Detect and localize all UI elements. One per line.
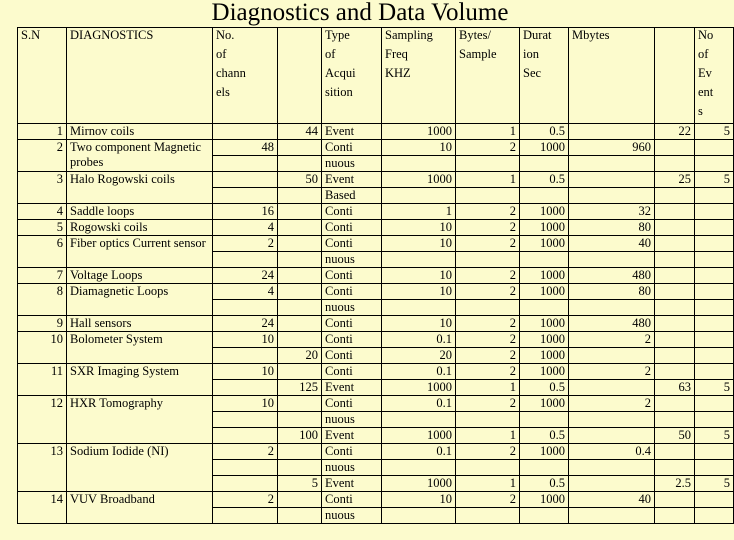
cell-sn: 13 xyxy=(18,444,67,492)
cell-sn: 2 xyxy=(18,140,67,172)
cell-chan_a: 48 xyxy=(213,140,278,156)
cell-freq xyxy=(382,460,456,476)
column-header-bytes: Bytes/ Sample xyxy=(456,28,520,124)
cell-sn: 12 xyxy=(18,396,67,444)
cell-chan_a: 10 xyxy=(213,364,278,380)
cell-events xyxy=(695,268,734,284)
cell-bytes: 2 xyxy=(456,284,520,300)
cell-duration xyxy=(520,412,569,428)
cell-freq: 10 xyxy=(382,316,456,332)
cell-events xyxy=(695,236,734,252)
cell-chan_b xyxy=(278,268,322,284)
cell-events xyxy=(695,140,734,156)
cell-chan_b xyxy=(278,332,322,348)
cell-type: Conti xyxy=(322,348,382,364)
table-row xyxy=(18,364,734,380)
cell-freq: 1 xyxy=(382,204,456,220)
cell-bytes xyxy=(456,156,520,172)
cell-chan_b xyxy=(278,188,322,204)
cell-diagnostic-name: Rogowski coils xyxy=(67,220,213,236)
cell-type: nuous xyxy=(322,460,382,476)
cell-chan_b xyxy=(278,220,322,236)
cell-bytes: 1 xyxy=(456,380,520,396)
cell-freq: 1000 xyxy=(382,124,456,140)
cell-chan_a: 2 xyxy=(213,444,278,460)
cell-diagnostic-name: Two component Magnetic probes xyxy=(67,140,213,172)
cell-sn: 8 xyxy=(18,284,67,316)
cell-bytes: 2 xyxy=(456,364,520,380)
cell-extra xyxy=(655,140,695,156)
cell-events xyxy=(695,188,734,204)
cell-chan_a xyxy=(213,476,278,492)
table-row xyxy=(18,220,734,236)
table-row xyxy=(18,268,734,284)
cell-chan_b xyxy=(278,508,322,524)
cell-chan_a: 10 xyxy=(213,332,278,348)
column-header-diag: DIAGNOSTICS xyxy=(67,28,213,124)
cell-bytes xyxy=(456,508,520,524)
cell-duration: 1000 xyxy=(520,236,569,252)
cell-bytes: 2 xyxy=(456,204,520,220)
table-row xyxy=(18,316,734,332)
cell-bytes: 2 xyxy=(456,444,520,460)
cell-bytes: 1 xyxy=(456,476,520,492)
cell-extra xyxy=(655,284,695,300)
cell-chan_a xyxy=(213,428,278,444)
cell-duration: 1000 xyxy=(520,444,569,460)
column-header-sn: S.N xyxy=(18,28,67,124)
diagnostics-table xyxy=(17,27,734,524)
cell-events xyxy=(695,284,734,300)
cell-duration xyxy=(520,252,569,268)
cell-events: 5 xyxy=(695,124,734,140)
cell-type: Event xyxy=(322,124,382,140)
cell-extra xyxy=(655,300,695,316)
cell-freq xyxy=(382,188,456,204)
cell-freq xyxy=(382,252,456,268)
cell-sn: 4 xyxy=(18,204,67,220)
cell-mbytes xyxy=(569,476,655,492)
cell-duration: 1000 xyxy=(520,284,569,300)
cell-duration xyxy=(520,300,569,316)
cell-chan_a xyxy=(213,380,278,396)
cell-chan_b: 44 xyxy=(278,124,322,140)
cell-chan_b xyxy=(278,412,322,428)
cell-duration: 1000 xyxy=(520,332,569,348)
cell-chan_b: 100 xyxy=(278,428,322,444)
cell-chan_a: 16 xyxy=(213,204,278,220)
cell-chan_a: 10 xyxy=(213,396,278,412)
cell-sn: 7 xyxy=(18,268,67,284)
cell-events xyxy=(695,252,734,268)
table-row xyxy=(18,332,734,348)
cell-events xyxy=(695,300,734,316)
column-header-events: No of Ev ent s xyxy=(695,28,734,124)
cell-diagnostic-name: VUV Broadband xyxy=(67,492,213,524)
cell-duration: 1000 xyxy=(520,492,569,508)
cell-freq: 1000 xyxy=(382,172,456,188)
cell-mbytes: 480 xyxy=(569,316,655,332)
table-row xyxy=(18,236,734,252)
cell-type: Conti xyxy=(322,492,382,508)
cell-bytes: 1 xyxy=(456,428,520,444)
cell-diagnostic-name: Halo Rogowski coils xyxy=(67,172,213,204)
cell-duration: 1000 xyxy=(520,348,569,364)
cell-bytes: 2 xyxy=(456,396,520,412)
cell-extra xyxy=(655,460,695,476)
cell-duration: 0.5 xyxy=(520,124,569,140)
cell-extra xyxy=(655,252,695,268)
cell-chan_b xyxy=(278,492,322,508)
cell-type: nuous xyxy=(322,412,382,428)
cell-extra xyxy=(655,156,695,172)
cell-bytes xyxy=(456,252,520,268)
cell-duration xyxy=(520,188,569,204)
cell-diagnostic-name: Voltage Loops xyxy=(67,268,213,284)
cell-events: 5 xyxy=(695,380,734,396)
cell-chan_a: 2 xyxy=(213,236,278,252)
cell-chan_b xyxy=(278,140,322,156)
cell-mbytes xyxy=(569,508,655,524)
cell-chan_b xyxy=(278,316,322,332)
table-body xyxy=(18,28,734,524)
column-header-mbytes: Mbytes xyxy=(569,28,655,124)
cell-chan_b xyxy=(278,396,322,412)
cell-diagnostic-name: Sodium Iodide (NI) xyxy=(67,444,213,492)
cell-bytes: 2 xyxy=(456,492,520,508)
cell-freq: 0.1 xyxy=(382,444,456,460)
cell-sn: 14 xyxy=(18,492,67,524)
cell-mbytes xyxy=(569,428,655,444)
cell-mbytes xyxy=(569,460,655,476)
cell-duration: 1000 xyxy=(520,316,569,332)
cell-freq xyxy=(382,156,456,172)
cell-diagnostic-name: Saddle loops xyxy=(67,204,213,220)
cell-mbytes xyxy=(569,252,655,268)
cell-chan_a: 2 xyxy=(213,492,278,508)
cell-sn: 11 xyxy=(18,364,67,396)
cell-freq: 1000 xyxy=(382,380,456,396)
cell-events xyxy=(695,316,734,332)
column-header-extra xyxy=(655,28,695,124)
cell-extra xyxy=(655,412,695,428)
table-header-row xyxy=(18,28,734,124)
cell-bytes: 2 xyxy=(456,268,520,284)
cell-extra xyxy=(655,492,695,508)
cell-chan_a xyxy=(213,124,278,140)
cell-type: Conti xyxy=(322,316,382,332)
cell-events xyxy=(695,460,734,476)
cell-extra xyxy=(655,316,695,332)
cell-type: Conti xyxy=(322,364,382,380)
cell-mbytes: 960 xyxy=(569,140,655,156)
table-row xyxy=(18,124,734,140)
cell-chan_a: 4 xyxy=(213,220,278,236)
cell-sn: 3 xyxy=(18,172,67,204)
cell-duration xyxy=(520,460,569,476)
cell-duration xyxy=(520,156,569,172)
cell-extra xyxy=(655,220,695,236)
cell-bytes xyxy=(456,460,520,476)
cell-chan_b: 50 xyxy=(278,172,322,188)
cell-extra xyxy=(655,396,695,412)
cell-chan_b xyxy=(278,444,322,460)
cell-chan_a: 4 xyxy=(213,284,278,300)
column-header-duration: Durat ion Sec xyxy=(520,28,569,124)
cell-events xyxy=(695,396,734,412)
cell-extra xyxy=(655,204,695,220)
cell-extra xyxy=(655,444,695,460)
cell-mbytes: 480 xyxy=(569,268,655,284)
cell-duration: 1000 xyxy=(520,220,569,236)
cell-extra xyxy=(655,236,695,252)
cell-freq: 10 xyxy=(382,140,456,156)
cell-type: Event xyxy=(322,428,382,444)
cell-extra: 2.5 xyxy=(655,476,695,492)
column-header-freq: Sampling Freq KHZ xyxy=(382,28,456,124)
cell-chan_b xyxy=(278,460,322,476)
cell-events xyxy=(695,444,734,460)
cell-chan_a xyxy=(213,460,278,476)
cell-freq: 1000 xyxy=(382,476,456,492)
cell-freq: 10 xyxy=(382,220,456,236)
diagnostics-table-container xyxy=(17,27,730,524)
cell-mbytes xyxy=(569,300,655,316)
table-row xyxy=(18,396,734,412)
column-header-chan_a: No. of chann els xyxy=(213,28,278,124)
cell-chan_b xyxy=(278,252,322,268)
cell-freq: 10 xyxy=(382,268,456,284)
cell-chan_b xyxy=(278,300,322,316)
cell-events: 5 xyxy=(695,172,734,188)
cell-chan_b: 125 xyxy=(278,380,322,396)
cell-events xyxy=(695,508,734,524)
cell-bytes xyxy=(456,188,520,204)
cell-type: Conti xyxy=(322,332,382,348)
column-header-chan_b xyxy=(278,28,322,124)
cell-extra xyxy=(655,332,695,348)
cell-chan_a xyxy=(213,188,278,204)
cell-diagnostic-name: Diamagnetic Loops xyxy=(67,284,213,316)
cell-mbytes: 40 xyxy=(569,492,655,508)
cell-sn: 9 xyxy=(18,316,67,332)
cell-freq: 20 xyxy=(382,348,456,364)
cell-bytes: 2 xyxy=(456,220,520,236)
cell-duration: 0.5 xyxy=(520,380,569,396)
cell-bytes: 1 xyxy=(456,172,520,188)
cell-chan_a: 24 xyxy=(213,268,278,284)
cell-freq: 10 xyxy=(382,236,456,252)
cell-chan_a xyxy=(213,300,278,316)
cell-freq xyxy=(382,300,456,316)
cell-type: nuous xyxy=(322,508,382,524)
cell-events: 5 xyxy=(695,428,734,444)
cell-events xyxy=(695,364,734,380)
table-row xyxy=(18,204,734,220)
cell-mbytes xyxy=(569,188,655,204)
cell-mbytes: 80 xyxy=(569,284,655,300)
cell-extra: 50 xyxy=(655,428,695,444)
cell-type: Conti xyxy=(322,204,382,220)
cell-type: Conti xyxy=(322,396,382,412)
cell-extra: 22 xyxy=(655,124,695,140)
cell-mbytes: 40 xyxy=(569,236,655,252)
cell-diagnostic-name: Fiber optics Current sensor xyxy=(67,236,213,268)
cell-mbytes: 32 xyxy=(569,204,655,220)
cell-duration: 1000 xyxy=(520,396,569,412)
cell-events xyxy=(695,412,734,428)
cell-extra xyxy=(655,348,695,364)
cell-freq: 10 xyxy=(382,492,456,508)
cell-type: Conti xyxy=(322,220,382,236)
cell-extra xyxy=(655,268,695,284)
cell-extra xyxy=(655,364,695,380)
column-header-type: Type of Acqui sition xyxy=(322,28,382,124)
table-row xyxy=(18,284,734,300)
cell-type: nuous xyxy=(322,156,382,172)
cell-type: Conti xyxy=(322,444,382,460)
cell-mbytes xyxy=(569,380,655,396)
cell-chan_a xyxy=(213,252,278,268)
cell-bytes: 2 xyxy=(456,332,520,348)
cell-chan_a xyxy=(213,156,278,172)
cell-chan_b xyxy=(278,284,322,300)
cell-freq: 0.1 xyxy=(382,364,456,380)
cell-duration: 0.5 xyxy=(520,172,569,188)
cell-mbytes: 80 xyxy=(569,220,655,236)
cell-bytes: 2 xyxy=(456,316,520,332)
cell-chan_b: 20 xyxy=(278,348,322,364)
cell-chan_a: 24 xyxy=(213,316,278,332)
cell-bytes: 2 xyxy=(456,348,520,364)
cell-chan_a xyxy=(213,508,278,524)
cell-sn: 1 xyxy=(18,124,67,140)
cell-freq xyxy=(382,508,456,524)
cell-type: Conti xyxy=(322,284,382,300)
cell-mbytes: 2 xyxy=(569,396,655,412)
cell-diagnostic-name: HXR Tomography xyxy=(67,396,213,444)
cell-sn: 10 xyxy=(18,332,67,364)
cell-chan_a xyxy=(213,348,278,364)
cell-events xyxy=(695,332,734,348)
cell-events xyxy=(695,348,734,364)
table-row xyxy=(18,140,734,156)
cell-extra: 25 xyxy=(655,172,695,188)
cell-type: Based xyxy=(322,188,382,204)
cell-chan_a xyxy=(213,412,278,428)
cell-bytes: 2 xyxy=(456,236,520,252)
cell-extra xyxy=(655,188,695,204)
cell-chan_b xyxy=(278,156,322,172)
cell-duration xyxy=(520,508,569,524)
cell-duration: 1000 xyxy=(520,204,569,220)
cell-events xyxy=(695,204,734,220)
cell-freq xyxy=(382,412,456,428)
cell-mbytes xyxy=(569,412,655,428)
table-row xyxy=(18,492,734,508)
cell-sn: 5 xyxy=(18,220,67,236)
cell-mbytes: 2 xyxy=(569,364,655,380)
cell-chan_b xyxy=(278,364,322,380)
cell-mbytes xyxy=(569,124,655,140)
cell-freq: 10 xyxy=(382,284,456,300)
table-row xyxy=(18,444,734,460)
cell-mbytes xyxy=(569,348,655,364)
cell-type: nuous xyxy=(322,300,382,316)
cell-mbytes: 0.4 xyxy=(569,444,655,460)
cell-chan_a xyxy=(213,172,278,188)
cell-duration: 1000 xyxy=(520,364,569,380)
cell-events xyxy=(695,156,734,172)
cell-events: 5 xyxy=(695,476,734,492)
cell-freq: 0.1 xyxy=(382,396,456,412)
cell-sn: 6 xyxy=(18,236,67,268)
cell-chan_b xyxy=(278,204,322,220)
cell-diagnostic-name: Mirnov coils xyxy=(67,124,213,140)
cell-type: Event xyxy=(322,476,382,492)
cell-type: nuous xyxy=(322,252,382,268)
cell-mbytes xyxy=(569,156,655,172)
cell-type: Event xyxy=(322,380,382,396)
cell-diagnostic-name: Hall sensors xyxy=(67,316,213,332)
page-title: Diagnostics and Data Volume xyxy=(211,0,509,26)
table-row xyxy=(18,172,734,188)
cell-freq: 1000 xyxy=(382,428,456,444)
cell-type: Conti xyxy=(322,236,382,252)
cell-extra xyxy=(655,508,695,524)
cell-duration: 1000 xyxy=(520,140,569,156)
cell-events xyxy=(695,492,734,508)
cell-mbytes xyxy=(569,172,655,188)
cell-diagnostic-name: SXR Imaging System xyxy=(67,364,213,396)
cell-duration: 0.5 xyxy=(520,476,569,492)
cell-events xyxy=(695,220,734,236)
cell-duration: 0.5 xyxy=(520,428,569,444)
cell-bytes: 1 xyxy=(456,124,520,140)
cell-type: Conti xyxy=(322,268,382,284)
cell-chan_b: 5 xyxy=(278,476,322,492)
cell-bytes: 2 xyxy=(456,140,520,156)
cell-bytes xyxy=(456,300,520,316)
cell-duration: 1000 xyxy=(520,268,569,284)
cell-bytes xyxy=(456,412,520,428)
cell-mbytes: 2 xyxy=(569,332,655,348)
cell-extra: 63 xyxy=(655,380,695,396)
cell-chan_b xyxy=(278,236,322,252)
cell-type: Event xyxy=(322,172,382,188)
cell-diagnostic-name: Bolometer System xyxy=(67,332,213,364)
cell-type: Conti xyxy=(322,140,382,156)
cell-freq: 0.1 xyxy=(382,332,456,348)
